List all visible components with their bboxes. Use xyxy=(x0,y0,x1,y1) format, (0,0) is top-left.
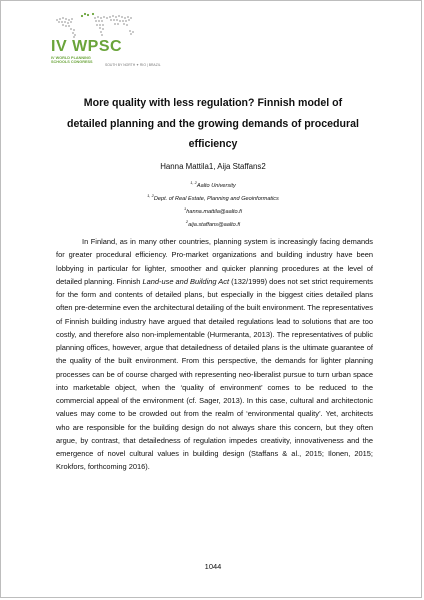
affiliation-department: $^{1, 2}$Dept. of Real Estate, Planning and Geoinformatics xyxy=(147,193,279,202)
body-paragraph: In Finland, as in many other countries, planning system is increasingly facing demands for greater procedural efficiency. Pro-market organizations and building industry have been lobbying in particular for lighter, smoother and quicker planning procedures at the level of detailed planning. Finnish Land-use and Building Act (132/1999) does not set strict requirements for the form and contents of detailed plans, but especially in the biggest cities detailed plans often pre-determine even the architectural detailing of the built environment. The representatives of Finnish building industry have argued that detailed regulations lead to solutions that are too costly, and therefore also non-implementable (Hurmeranta, 2013). The representatives of public planning offices, however, argue that detailedness of detailed plans is the ultimate guarantee of the quality of the built environment. From this perspective, the demands for lighter planning processes can be of course charged with representing neo-liberalist pursue to turn urban space into marketable object, when the ‘quality of environment’ comes to be reduced to the commercial appeal of the environment (cf. Sager, 2013). In this case, cultural and architectonic values may come to be crowded out from the realm of ‘environmental quality’. Yet, architects who are responsible for the building design do not always share this concern, but they often argue, by contrast, that detailedness of regulation impedes creativity, innovativeness and the emergence of novel cultural values in building design (Staffans & al., 2015; Ilonen, 2015; Krokfors, forthcoming 2016). xyxy=(56,237,373,472)
author-names: Hanna Mattila1, Aija Staffans2 xyxy=(160,162,266,171)
paper-title: More quality with less regulation? Finnish model of detailed planning and the growing demands of procedural efficiency xyxy=(67,97,359,150)
logo-tagline: SOUTH BY NORTH ✦ RIO | BRAZIL xyxy=(105,63,161,67)
act-name: Land-use and Building Act xyxy=(142,276,230,286)
email-author-1: $^1$hanna.mattila@aalto.fi xyxy=(184,206,242,215)
logo-title: IV WPSC xyxy=(51,38,123,55)
conference-logo xyxy=(45,11,185,71)
affiliation-university: $^{1, 2}$Aalto University xyxy=(190,180,236,189)
world-map-icon xyxy=(45,11,173,41)
email-author-2: $^2$aija.staffans@aalto.fi xyxy=(185,219,241,228)
logo-subtitle: IV WORLD PLANNING SCHOOLS CONGRESS xyxy=(51,56,93,65)
page-number: 1044 xyxy=(204,562,222,571)
